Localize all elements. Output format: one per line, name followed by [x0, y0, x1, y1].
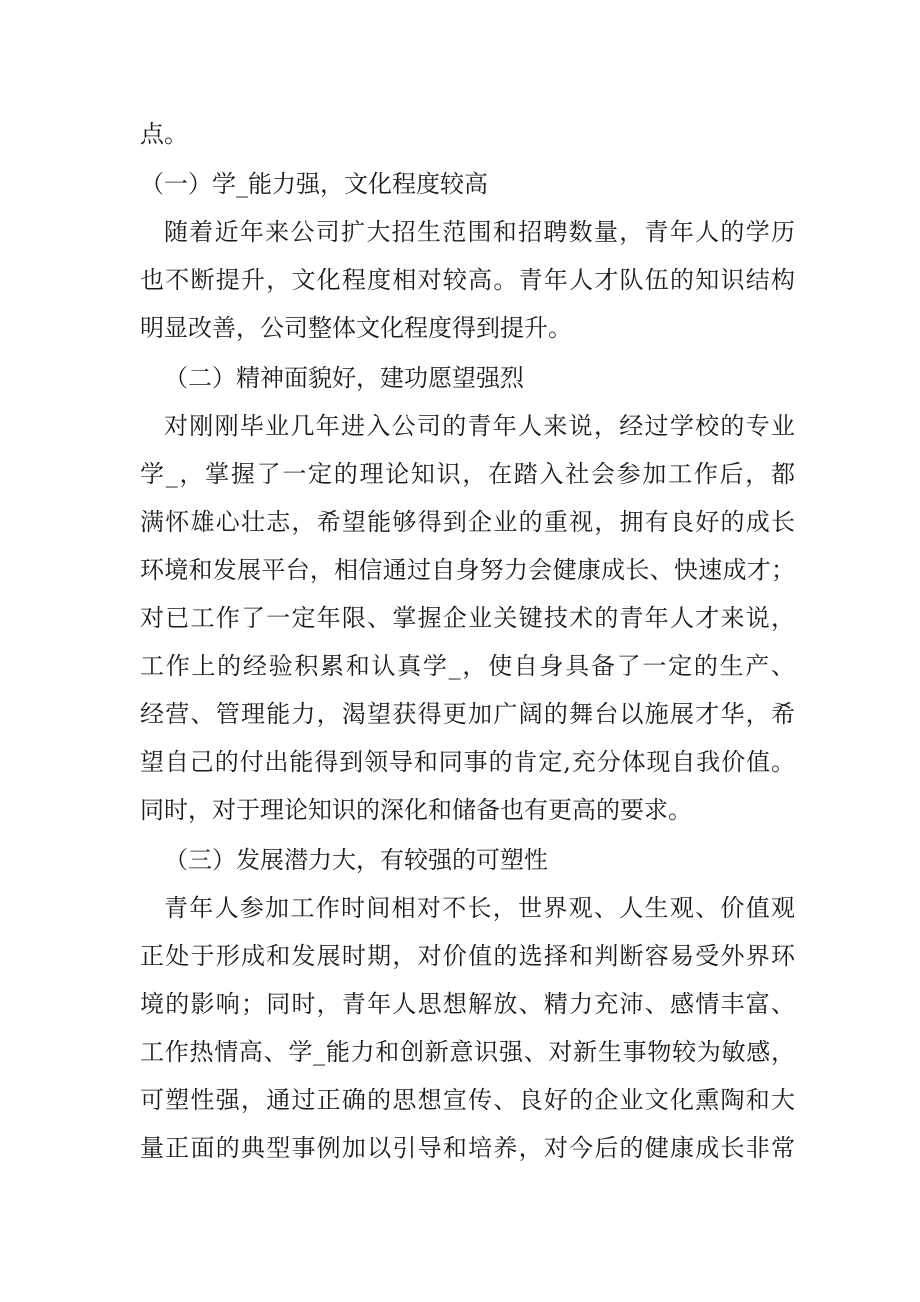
- text-line: 经营、管理能力，渴望获得更加广阔的舞台以施展才华，希: [140, 700, 795, 728]
- text-line: 境的影响；同时，青年人思想解放、精力充沛、感情丰富、: [140, 990, 795, 1018]
- text-line: 点。: [140, 120, 188, 148]
- section-heading-3: （三）发展潜力大，有较强的可塑性: [164, 846, 548, 874]
- text-line: 满怀雄心壮志，希望能够得到企业的重视，拥有良好的成长: [140, 508, 795, 536]
- text-line: 对已工作了一定年限、掌握企业关键技术的青年人才来说，: [140, 604, 795, 632]
- text-line: 明显改善，公司整体文化程度得到提升。: [140, 314, 572, 342]
- text-line: 望自己的付出能得到领导和同事的肯定,充分体现自我价值。: [140, 748, 795, 776]
- text-line: 青年人参加工作时间相对不长，世界观、人生观、价值观: [164, 894, 795, 922]
- text-line: 随着近年来公司扩大招生范围和招聘数量，青年人的学历: [164, 218, 795, 246]
- text-line: 学_，掌握了一定的理论知识，在踏入社会参加工作后，都: [140, 460, 795, 488]
- text-line: 工作上的经验积累和认真学_，使自身具备了一定的生产、: [140, 652, 795, 680]
- section-heading-2: （二）精神面貌好，建功愿望强烈: [164, 364, 524, 392]
- section-heading-1: （一）学_能力强，文化程度较高: [140, 170, 488, 198]
- text-line: 同时，对于理论知识的深化和储备也有更高的要求。: [140, 796, 692, 824]
- text-line: 可塑性强，通过正确的思想宣传、良好的企业文化熏陶和大: [140, 1086, 795, 1114]
- text-line: 也不断提升，文化程度相对较高。青年人才队伍的知识结构: [140, 266, 795, 294]
- text-line: 环境和发展平台，相信通过自身努力会健康成长、快速成才；: [140, 556, 795, 584]
- text-line: 正处于形成和发展时期，对价值的选择和判断容易受外界环: [140, 942, 795, 970]
- text-line: 工作热情高、学_能力和创新意识强、对新生事物较为敏感，: [140, 1038, 795, 1066]
- text-line: 量正面的典型事例加以引导和培养，对今后的健康成长非常: [140, 1134, 795, 1162]
- text-line: 对刚刚毕业几年进入公司的青年人来说，经过学校的专业: [164, 412, 795, 440]
